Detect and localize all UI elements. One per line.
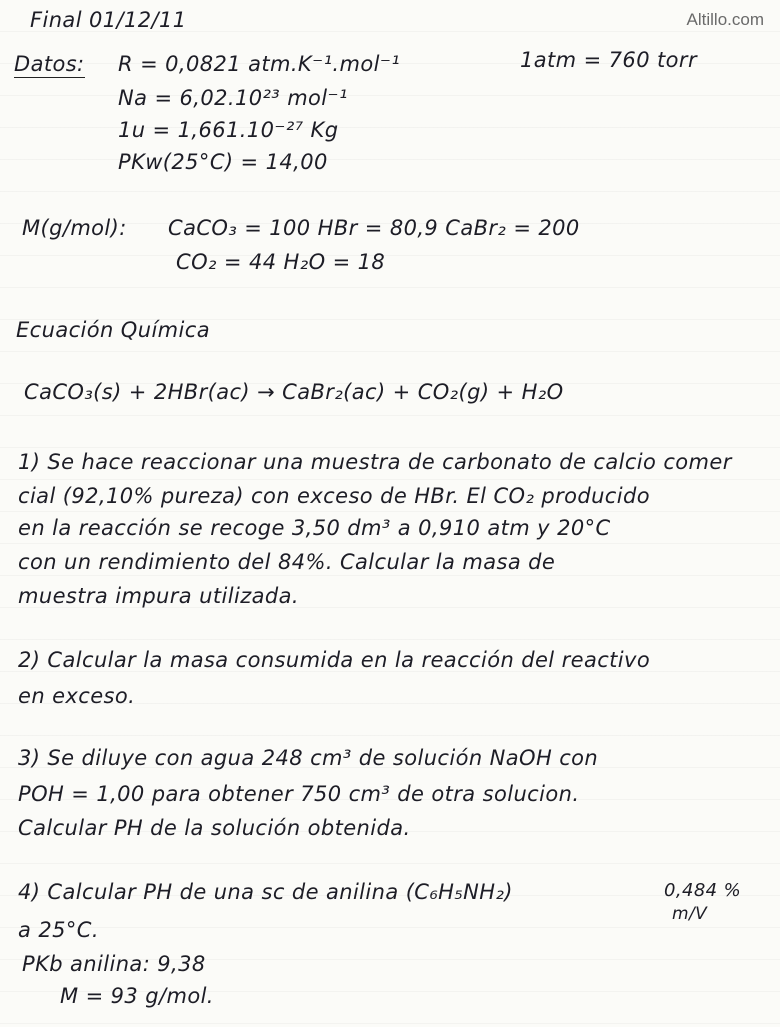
dato-r: R = 0,0821 atm.K⁻¹.mol⁻¹ [118,52,401,76]
ecuacion-label: Ecuación Química [16,318,210,342]
p1-line-5: muestra impura utilizada. [18,584,299,608]
dato-u: 1u = 1,661.10⁻²⁷ Kg [118,118,339,142]
p1-line-3: en la reacción se recoge 3,50 dm³ a 0,910 atm y 20°C [18,516,611,540]
p4-line-3: PKb anilina: 9,38 [22,952,206,976]
watermark: Altillo.com [686,10,764,29]
page-title: Final 01/12/11 [30,8,187,32]
conversion-atm: 1atm = 760 torr [520,48,697,72]
p3-line-2: POH = 1,00 para obtener 750 cm³ de otra solucion. [18,782,580,806]
p4-line-4: M = 93 g/mol. [60,984,214,1008]
p1-line-2: cial (92,10% pureza) con exceso de HBr. El CO₂ producido [18,484,650,508]
p3-line-3: Calcular PH de la solución obtenida. [18,816,411,840]
p2-line-1: 2) Calcular la masa consumida en la reacción del reactivo [18,648,651,672]
masas-line-2: CO₂ = 44 H₂O = 18 [176,250,386,274]
p4-unit: m/V [672,904,708,924]
dato-na: Na = 6,02.10²³ mol⁻¹ [118,86,348,110]
datos-label: Datos: [14,52,85,76]
masas-label: M(g/mol): [22,216,127,240]
dato-pkw: PKw(25°C) = 14,00 [118,150,328,174]
p1-line-1: 1) Se hace reaccionar una muestra de carbonato de calcio comer [18,450,732,474]
ecuacion-formula: CaCO₃(s) + 2HBr(ac) → CaBr₂(ac) + CO₂(g) + H₂O [24,380,564,404]
p4-line-2: a 25°C. [18,918,99,942]
masas-line-1: CaCO₃ = 100 HBr = 80,9 CaBr₂ = 200 [168,216,580,240]
p4-line-1: 4) Calcular PH de una sc de anilina (C₆H₅NH₂) [18,880,513,904]
p3-line-1: 3) Se diluye con agua 248 cm³ de solución NaOH con [18,746,599,770]
p4-concentration: 0,484 % [664,880,742,901]
p2-line-2: en exceso. [18,684,136,708]
p1-line-4: con un rendimiento del 84%. Calcular la masa de [18,550,556,574]
